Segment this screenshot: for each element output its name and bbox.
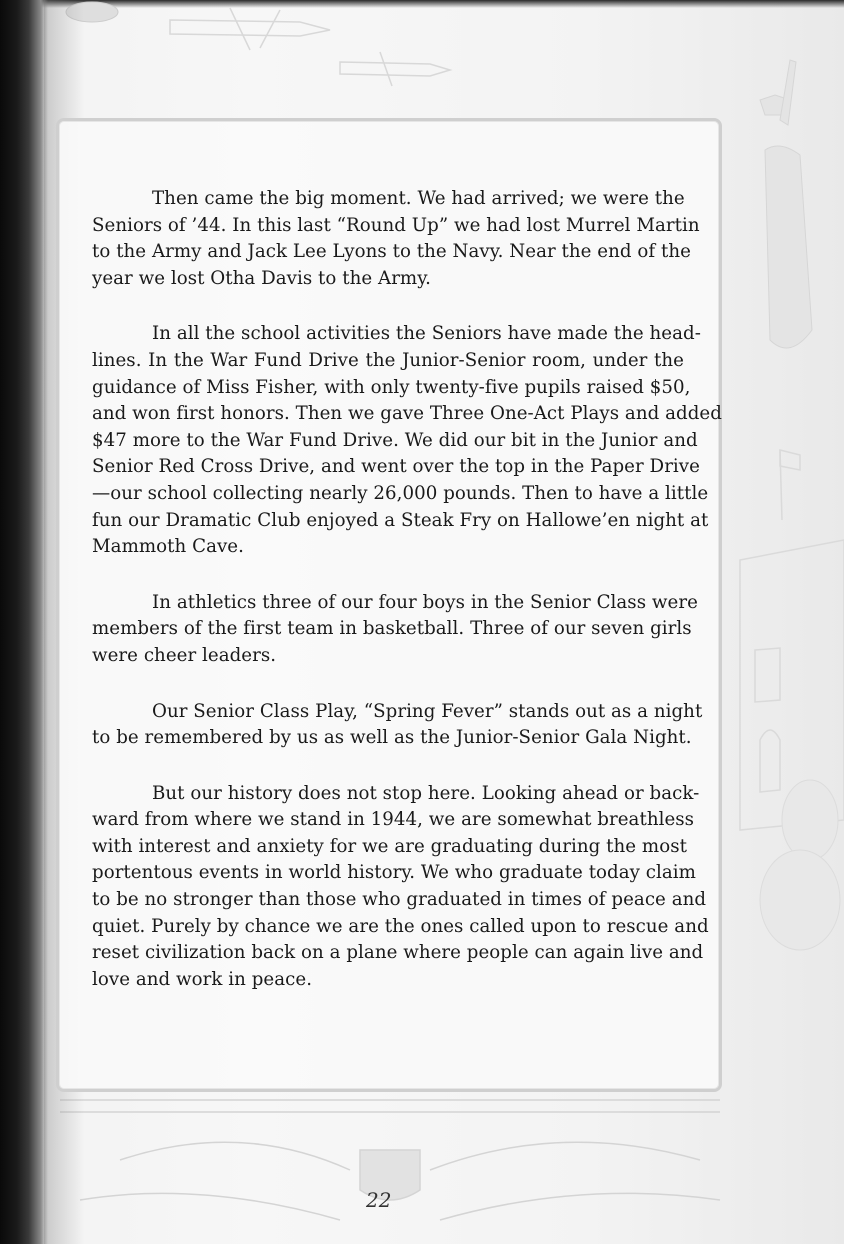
paragraph: [92, 781, 709, 994]
text-line: to be remembered by us as well as the Junior-Senior Gala Night.: [92, 727, 692, 749]
text-line: $47 more to the War Fund Drive. We did our bit in the Junior and: [92, 429, 698, 451]
statue-of-liberty-illustration: [760, 60, 812, 348]
text-line: members of the first team in basketball. Three of our seven girls: [92, 618, 692, 640]
text-line: quiet. Purely by chance we are the ones called upon to rescue and: [92, 915, 709, 937]
paragraph: [92, 186, 700, 292]
text-line: Our Senior Class Play, “Spring Fever” stands out as a night: [152, 700, 703, 722]
text-line: and won first honors. Then we gave Three One-Act Plays and added: [92, 403, 722, 425]
text-line: to be no stronger than those who graduated in times of peace and: [92, 889, 707, 911]
text-line: Seniors of ’44. In this last “Round Up” we had lost Murrel Martin: [92, 214, 700, 236]
history-text: [92, 186, 722, 1022]
paragraph: [92, 590, 698, 670]
text-line: In athletics three of our four boys in the Senior Class were: [152, 591, 698, 613]
text-line: with interest and anxiety for we are graduating during the most: [92, 835, 687, 857]
text-line: Then came the big moment. We had arrived; we were the: [152, 188, 685, 209]
airplane-illustration: [170, 8, 450, 86]
text-line: —our school collecting nearly 26,000 pounds. Then to have a little: [92, 482, 709, 504]
page-number: 22: [366, 1188, 392, 1212]
text-line: were cheer leaders.: [92, 644, 277, 666]
text-line: reset civilization back on a plane where people can again live and: [92, 942, 704, 964]
text-line: Mammoth Cave.: [92, 536, 244, 558]
text-line: year we lost Otha Davis to the Army.: [92, 267, 431, 289]
text-line: portentous events in world history. We who graduate today claim: [92, 862, 696, 884]
text-line: Senior Red Cross Drive, and went over the top in the Paper Drive: [92, 456, 700, 478]
text-line: love and work in peace.: [92, 968, 313, 990]
building-illustration: [740, 450, 844, 830]
text-line: In all the school activities the Seniors have made the head-: [152, 323, 701, 345]
text-line: to the Army and Jack Lee Lyons to the Navy. Near the end of the: [92, 241, 691, 263]
text-line: fun our Dramatic Club enjoyed a Steak Fry on Hallowe’en night at: [92, 509, 709, 531]
text-line: guidance of Miss Fisher, with only twenty-five pupils raised $50,: [92, 376, 691, 398]
paragraph: [92, 321, 722, 560]
book-spine-shadow: [0, 0, 48, 1244]
paragraph: [92, 699, 703, 752]
text-line: lines. In the War Fund Drive the Junior-Senior room, under the: [92, 349, 684, 371]
text-line: ward from where we stand in 1944, we are somewhat breathless: [92, 809, 695, 831]
tree-illustration: [760, 780, 840, 950]
text-line: But our history does not stop here. Looking ahead or back-: [152, 782, 700, 804]
